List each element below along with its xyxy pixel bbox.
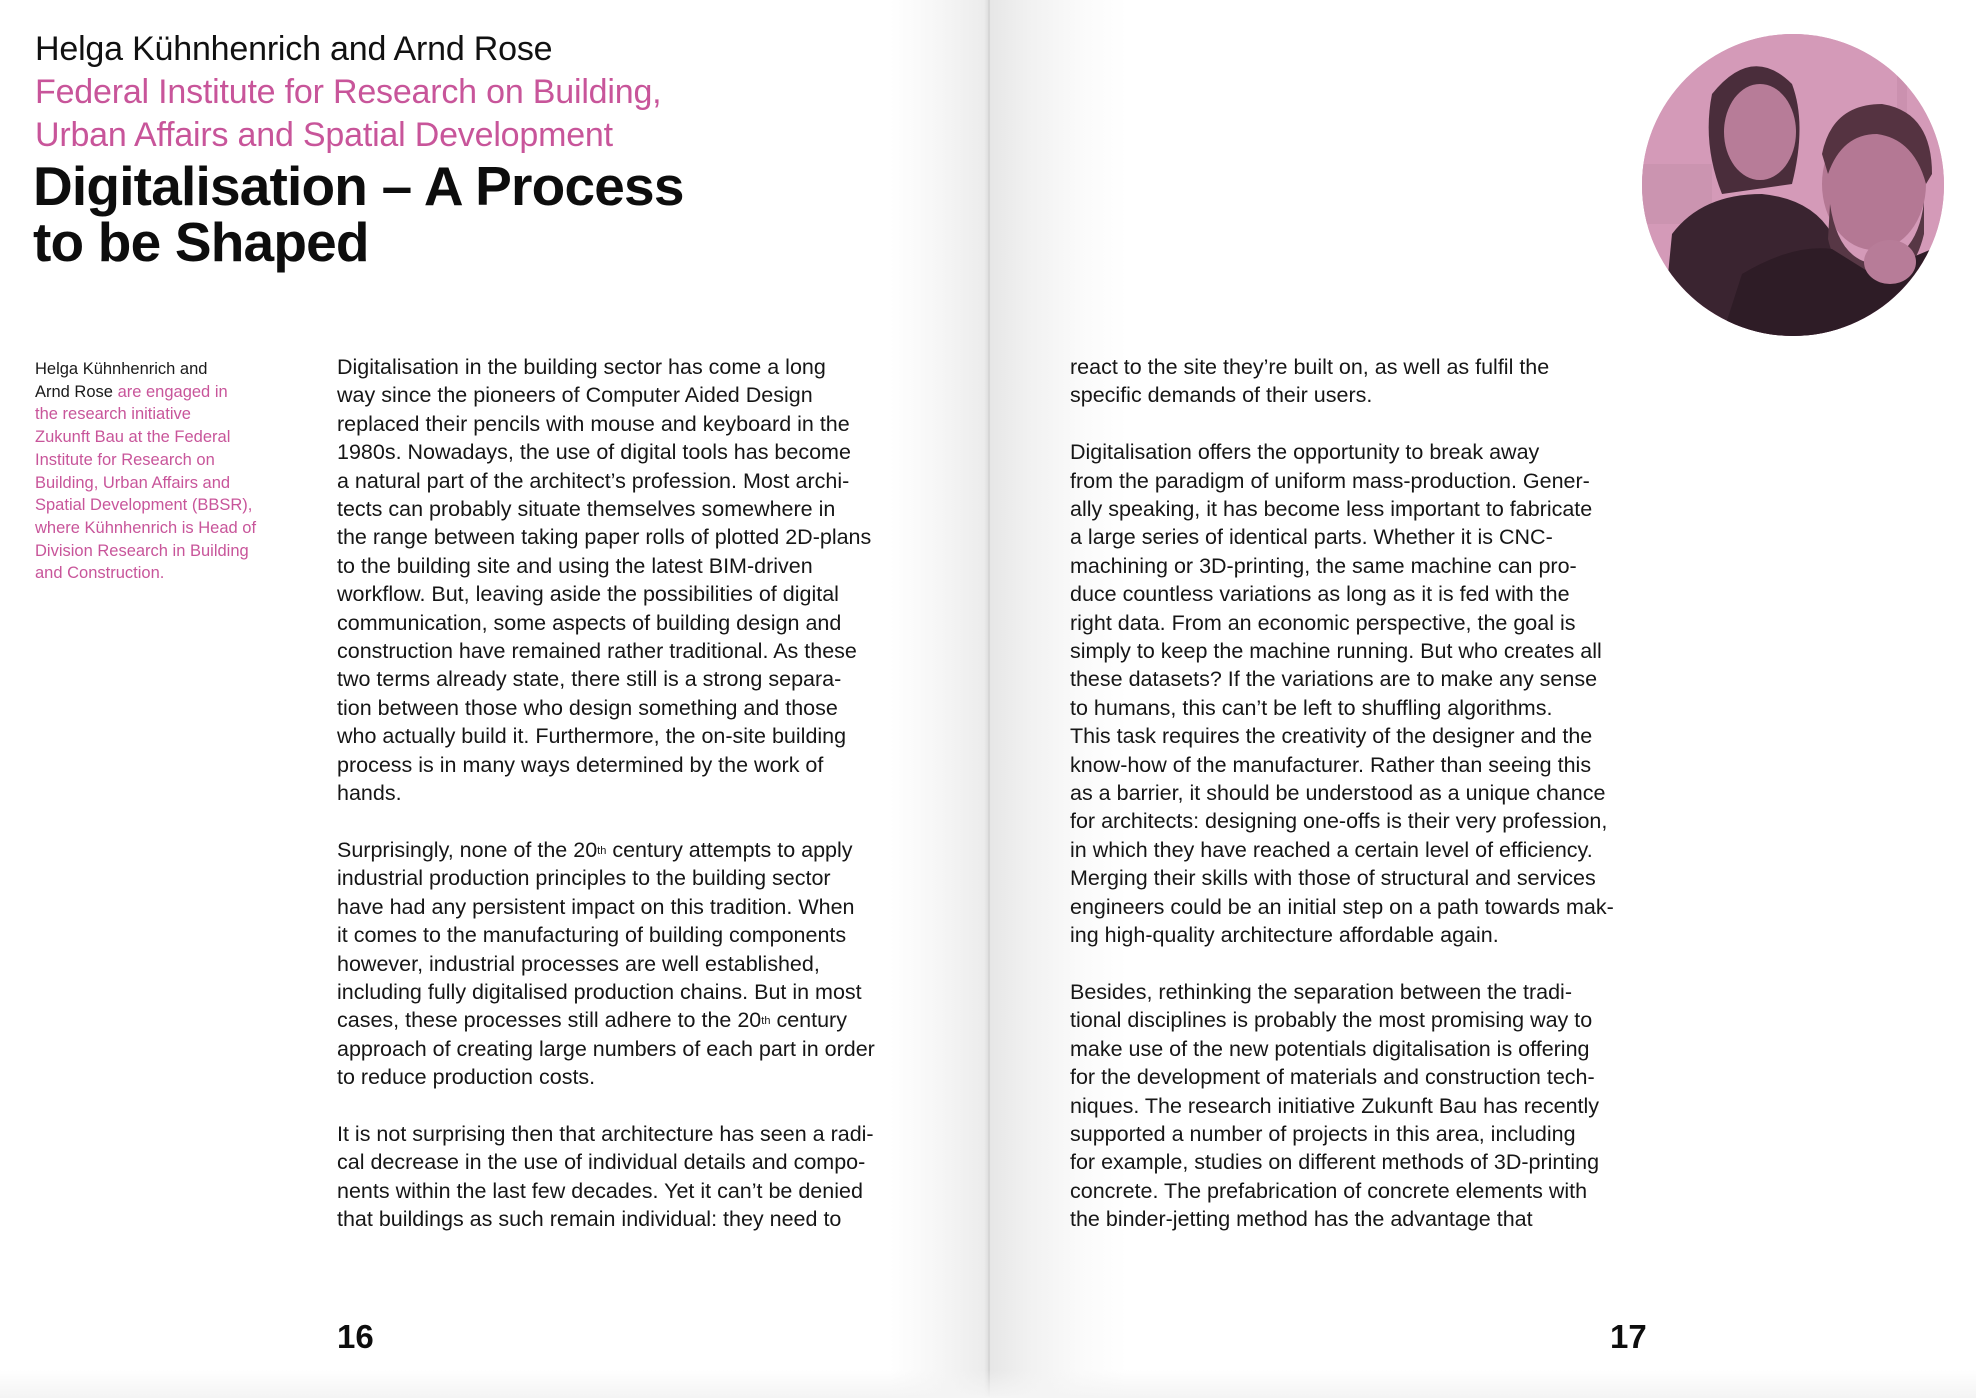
text-line: ally speaking, it has become less important to fabricate	[1070, 497, 1593, 522]
text-line: know-how of the manufacturer. Rather than seeing this	[1070, 752, 1592, 777]
bio-line: the research initiative	[35, 405, 191, 424]
text-line: have had any persistent impact on this tradition. When	[337, 894, 855, 919]
text-line: to humans, this can’t be left to shuffling algorithms.	[1070, 695, 1553, 720]
text-line: however, industrial processes are well established,	[337, 951, 820, 976]
text-line: make use of the new potentials digitalisation is offering	[1070, 1036, 1590, 1061]
ordinal-suffix: th	[597, 844, 607, 857]
text-line: 1980s. Nowadays, the use of digital tools has become	[337, 440, 851, 465]
text-fragment: Surprisingly, none of the 20	[337, 837, 598, 862]
ordinal-suffix: th	[761, 1015, 771, 1028]
paragraph	[337, 353, 927, 808]
author-portrait-image	[1642, 34, 1944, 336]
text-line: simply to keep the machine running. But who creates all	[1070, 639, 1602, 664]
text-line: Merging their skills with those of structural and services	[1070, 866, 1596, 891]
bio-line: and Construction.	[35, 564, 165, 583]
paragraph	[1070, 438, 1660, 949]
text-line: tional disciplines is probably the most promising way to	[1070, 1008, 1593, 1033]
text-line: Digitalisation in the building sector has come a long	[337, 355, 826, 379]
text-line: supported a number of projects in this area, including	[1070, 1121, 1576, 1146]
text-line: process is in many ways determined by the work of	[337, 752, 824, 777]
paragraph	[1070, 353, 1660, 410]
page-bottom-shadow	[0, 1370, 1976, 1398]
text-line: two terms already state, there still is a strong separa-	[337, 667, 842, 692]
text-line: including fully digitalised production chains. But in most	[337, 979, 862, 1004]
text-line: hands.	[337, 781, 402, 806]
text-line: react to the site they’re built on, as well as fulfil the	[1070, 355, 1550, 379]
bio-line: Building, Urban Affairs and	[35, 473, 231, 492]
book-gutter	[988, 0, 990, 1398]
text-line: construction have remained rather traditional. As these	[337, 639, 857, 664]
text-line: a large series of identical parts. Whether it is CNC-	[1070, 525, 1553, 550]
text-line: that buildings as such remain individual: they need to	[337, 1207, 842, 1232]
text-fragment: century	[770, 1008, 847, 1033]
title-line: Digitalisation – A Process	[33, 155, 684, 217]
text-line: for architects: designing one-offs is their very profession,	[1070, 809, 1608, 834]
text-line: approach of creating large numbers of each part in order	[337, 1036, 875, 1061]
text-fragment: cases, these processes still adhere to the 20	[337, 1008, 762, 1033]
text-fragment: century attempts to apply	[606, 837, 853, 862]
text-line: to reduce production costs.	[337, 1065, 596, 1090]
bio-line: Institute for Research on	[35, 450, 215, 469]
bio-line: where Kühnhenrich is Head of	[35, 518, 257, 537]
text-line: a natural part of the architect’s profession. Most archi-	[337, 468, 850, 493]
page-number: 16	[337, 1318, 374, 1355]
institute-line: Urban Affairs and Spatial Development	[35, 116, 613, 154]
text-line: way since the pioneers of Computer Aided Design	[337, 383, 813, 408]
text-line: ing high-quality architecture affordable again.	[1070, 923, 1499, 948]
text-line: duce countless variations as long as it is fed with the	[1070, 582, 1570, 607]
paragraph	[337, 1120, 927, 1234]
text-line: niques. The research initiative Zukunft Bau has recently	[1070, 1093, 1600, 1118]
text-line: from the paradigm of uniform mass-production. Gener-	[1070, 468, 1590, 493]
text-line	[337, 1006, 927, 1034]
article-title	[33, 155, 793, 273]
text-line: nents within the last few decades. Yet it can’t be denied	[337, 1178, 863, 1203]
text-line: it comes to the manufacturing of building components	[337, 923, 847, 948]
body-column-right	[1070, 353, 1660, 1262]
text-line: the range between taking paper rolls of plotted 2D-plans	[337, 525, 872, 550]
text-line: industrial production principles to the building sector	[337, 866, 831, 891]
text-line: replaced their pencils with mouse and keyboard in the	[337, 411, 850, 436]
text-line: right data. From an economic perspective, the goal is	[1070, 610, 1576, 635]
paragraph	[1070, 978, 1660, 1234]
bio-line: Spatial Development (BBSR),	[35, 496, 253, 515]
text-line: tects can probably situate themselves somewhere in	[337, 497, 836, 522]
text-line	[337, 836, 927, 864]
body-column-left	[337, 353, 927, 1262]
text-line: for example, studies on different methods of 3D-printing	[1070, 1150, 1600, 1175]
bio-line: Division Research in Building	[35, 541, 249, 560]
article-authors: Helga Kühnhenrich and Arnd Rose	[35, 30, 553, 68]
page-number: 17	[1610, 1318, 1647, 1355]
paragraph	[337, 836, 927, 1092]
text-line: the binder-jetting method has the advantage that	[1070, 1207, 1533, 1232]
text-line: these datasets? If the variations are to make any sense	[1070, 667, 1598, 692]
bio-line	[35, 381, 295, 404]
text-line: specific demands of their users.	[1070, 383, 1373, 408]
text-line: workflow. But, leaving aside the possibilities of digital	[337, 582, 839, 607]
text-line: as a barrier, it should be understood as a unique chance	[1070, 781, 1606, 806]
text-line: in which they have reached a certain level of efficiency.	[1070, 837, 1593, 862]
institute-line: Federal Institute for Research on Building,	[35, 73, 662, 111]
bio-names: Arnd Rose	[35, 382, 113, 401]
text-line: Digitalisation offers the opportunity to break away	[1070, 440, 1540, 465]
author-institute	[35, 71, 755, 157]
author-bio-sidebar	[35, 358, 295, 585]
text-line: cal decrease in the use of individual details and compo-	[337, 1150, 866, 1175]
text-line: who actually build it. Furthermore, the on-site building	[337, 724, 847, 749]
text-line: Besides, rethinking the separation between the tradi-	[1070, 979, 1572, 1004]
text-line: to the building site and using the latest BIM-driven	[337, 553, 813, 578]
portrait-illustration	[1642, 34, 1944, 336]
text-line: engineers could be an initial step on a path towards mak-	[1070, 894, 1614, 919]
text-line: This task requires the creativity of the designer and the	[1070, 724, 1593, 749]
title-line: to be Shaped	[33, 211, 369, 273]
text-line: concrete. The prefabrication of concrete elements with	[1070, 1178, 1588, 1203]
text-line: communication, some aspects of building design and	[337, 610, 842, 635]
bio-line: Zukunft Bau at the Federal	[35, 428, 231, 447]
text-line: machining or 3D-printing, the same machine can pro-	[1070, 553, 1577, 578]
bio-text: are engaged in	[117, 382, 228, 401]
text-line: for the development of materials and construction tech-	[1070, 1065, 1595, 1090]
text-line: tion between those who design something and those	[337, 695, 838, 720]
text-line: It is not surprising then that architecture has seen a radi-	[337, 1121, 874, 1146]
bio-names-line: Helga Kühnhenrich and	[35, 360, 208, 378]
